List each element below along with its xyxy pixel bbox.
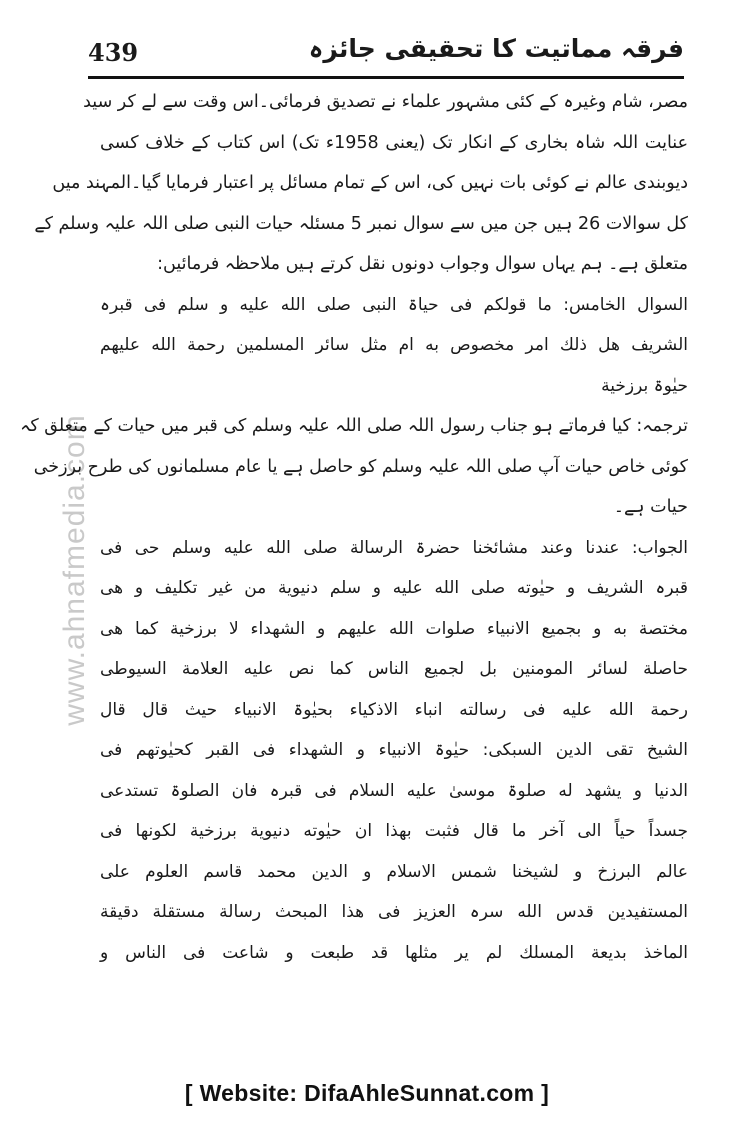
- answer-line: جسداً حیاً الی آخر ما قال فثبت بهذا ان حیٰوته دنیویة برزخیة لکونها فی: [100, 821, 688, 841]
- translation-line: کوئی خاص حیات آپ صلی اللہ علیہ وسلم کو حاصل ہے یا عام مسلمانوں کی طرح برزخی: [33, 456, 688, 477]
- answer-line: الماخذ بدیعة المسلك لم یر مثلها قد طبعت و شاعت فی الناس و: [100, 942, 688, 963]
- answer-line: الدنیا و یشهد له صلوۃ موسیٰ علیه السلام فی قبرہ فان الصلوۃ تستدعی: [100, 780, 688, 801]
- translation-line: ترجمہ: کیا فرماتے ہو جناب رسول اللہ صلی اللہ علیہ وسلم کی قبر میں حیات کے متعلق کہ: [20, 416, 688, 436]
- text-line: متعلق ہے۔ ہم یہاں سوال وجواب دونوں نقل کرتے ہیں ملاحظہ فرمائیں:: [157, 254, 688, 274]
- answer-line: الشیخ تقی الدین السبکی: حیٰوۃ الانبیاء و الشهداء فی القبر کحیٰوتهم فی: [100, 740, 688, 760]
- running-title: فرقہ مماتیت کا تحقیقی جائزہ: [308, 34, 684, 63]
- watermark-text: www.ahnafmedia.com: [58, 414, 91, 726]
- answer-line: الجواب: عندنا وعند مشائخنا حضرۃ الرسالة صلی الله علیه وسلم حی فی: [100, 537, 688, 558]
- page-header: [88, 32, 684, 79]
- answer-line: المستفیدین قدس الله سرہ العزیز فی هذا المبحث رسالة مستقلة دقیقة: [100, 902, 688, 922]
- question-line: الشریف هل ذلك امر مخصوص به ام مثل سائر المسلمین رحمة الله علیهم: [100, 335, 688, 355]
- question-line: السوال الخامس: ما قولكم فی حیاۃ النبی صلی الله علیه و سلم فی قبرہ: [100, 294, 688, 315]
- answer-line: عالم البرزخ و لشیخنا شمس الاسلام و الدین محمد قاسم العلوم علی: [100, 861, 688, 882]
- website-footer: [ Website: DifaAhleSunnat.com ]: [184, 1080, 550, 1106]
- text-line: کل سوالات 26 ہیں جن میں سے سوال نمبر 5 مسئلہ حیات النبی صلی اللہ علیہ وسلم کے: [34, 213, 688, 234]
- text-line: دیوبندی عالم نے کوئی بات نہیں کی، اس کے تمام مسائل پر اعتبار فرمایا گیا۔المہند میں: [52, 173, 688, 193]
- answer-line: رحمة الله علیه فی رسالته انباء الاذکیاء بحیٰوۃ الانبیاء حیث قال قال: [100, 699, 688, 720]
- text-line: مصر، شام وغیرہ کے کئی مشہور علماء نے تصدیق فرمائی۔اس وقت سے لے کر سید: [83, 92, 688, 112]
- answer-line: حاصلة لسائر المومنین بل لجمیع الناس کما نص علیه العلامة السیوطی: [100, 659, 688, 679]
- text-line: عنایت اللہ شاہ بخاری کے انکار تک (یعنی 1958ء تک) اس کتاب کے خلاف کسی: [100, 132, 689, 153]
- translation-line: حیات ہے۔: [613, 497, 688, 517]
- page-number: 439: [88, 38, 139, 67]
- answer-line: قبرہ الشریف و حیٰوته صلی الله علیه و سلم دنیویة من غیر تکلیف و هی: [100, 578, 688, 598]
- answer-line: مختصة به و بجمیع الانبیاء صلوات الله علیهم و الشهداء لا برزخیة کما هی: [100, 618, 688, 639]
- question-line: حیٰوۃ برزخیة: [601, 375, 688, 396]
